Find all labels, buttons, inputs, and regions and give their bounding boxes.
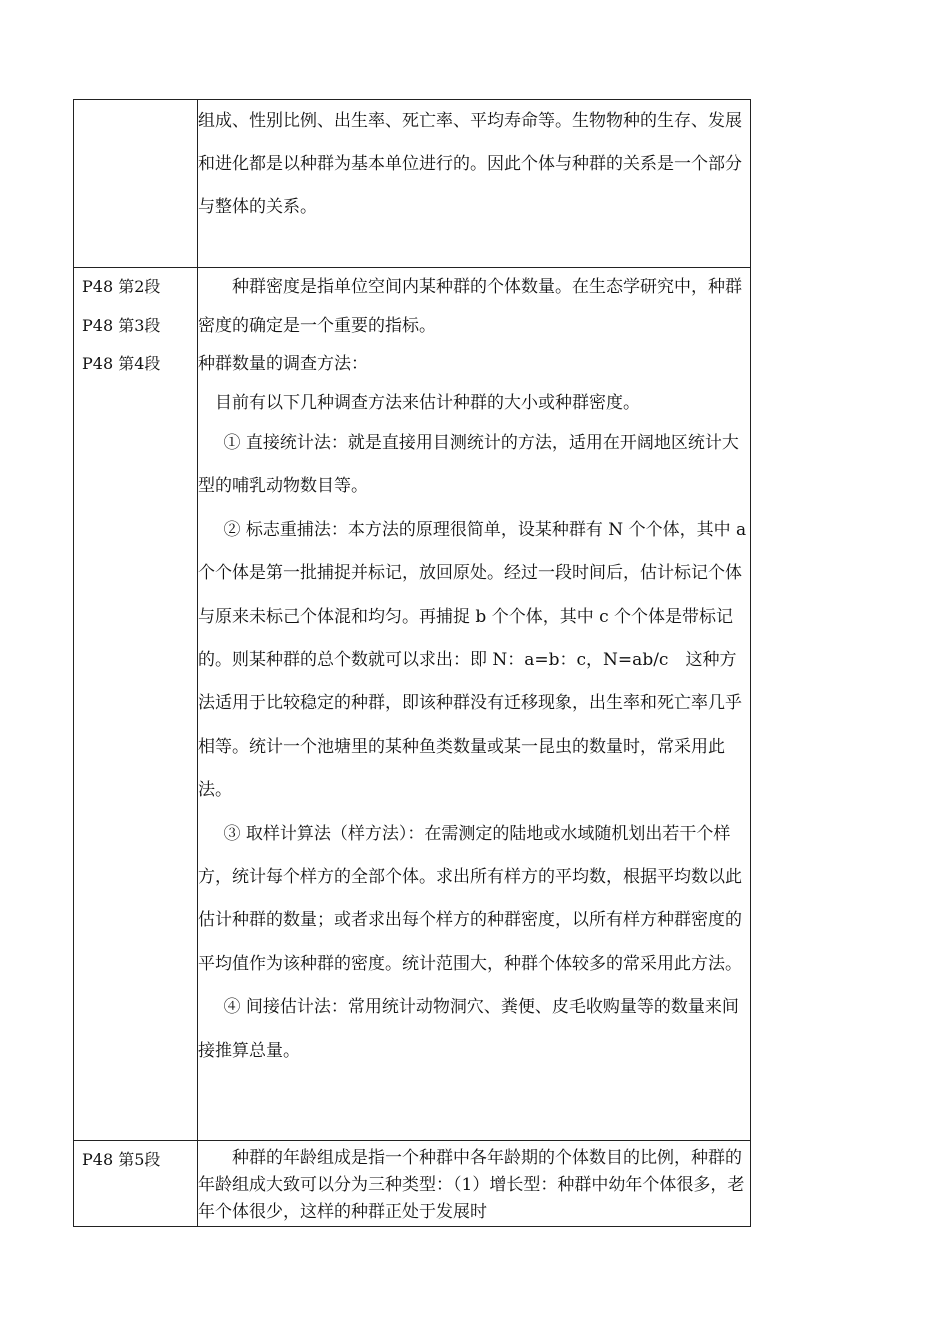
paragraph-reference: P48 第2段 [82, 277, 161, 296]
table-row [74, 268, 751, 1141]
content-cell [198, 268, 751, 1141]
method-paragraph: ④ 间接估计法：常用统计动物洞穴、粪便、皮毛收购量等的数量来间接推算总量。 [198, 997, 739, 1061]
method-paragraph: ② 标志重捕法：本方法的原理很简单，设某种群有 N 个个体，其中 a 个个体是第一批捕捉并标记，放回原处。经过一段时间后，估计标记个体与原来未标己个体混和均匀。再捕捉 b 个个体，其中 c 个个体是带标记的。则某种群的总个数就可以求出：即 N：a=b：c，N=ab/c 这种方法适用于比较稳定的种群，即该种群没有迁移现象，出生率和死亡率几乎相等。统计一个池塘里的某种鱼类数量或某一昆虫的数量时，常采用此法。 [198, 519, 752, 801]
paragraph-reference: P48 第5段 [82, 1150, 161, 1169]
paragraph: 组成、性别比例、出生率、死亡率、平均寿命等。生物物种的生存、发展和进化都是以种群为基本单位进行的。因此个体与种群的关系是一个部分与整体的关系。 [198, 111, 742, 217]
notes-table [73, 99, 751, 1227]
reference-cell [74, 268, 198, 1141]
method-paragraph: ① 直接统计法：就是直接用目测统计的方法，适用在开阔地区统计大型的哺乳动物数目等。 [198, 433, 739, 497]
reference-cell [74, 1141, 198, 1227]
content-cell [198, 100, 751, 268]
paragraph-reference: P48 第3段 [82, 315, 161, 335]
table-row [74, 100, 751, 268]
reference-cell [74, 100, 198, 268]
paragraph: 种群密度是指单位空间内某种群的个体数量。在生态学研究中，种群密度的确定是一个重要的指标。 [198, 277, 742, 336]
paragraph: 种群数量的调查方法： [198, 354, 368, 374]
content-cell [198, 1141, 751, 1227]
paragraph: 目前有以下几种调查方法来估计种群的大小或种群密度。 [215, 392, 640, 413]
method-paragraph: ③ 取样计算法（样方法）：在需测定的陆地或水域随机划出若干个样方，统计每个样方的全部个体。求出所有样方的平均数，根据平均数以此估计种群的数量；或者求出每个样方的种群密度，以所有样方种群密度的平均值作为该种群的密度。统计范围大，种群个体较多的常采用此方法。 [198, 823, 742, 974]
paragraph: 种群的年龄组成是指一个种群中各年龄期的个体数目的比例，种群的年龄组成大致可以分为三种类型：（1）增长型：种群中幼年个体很多，老年个体很少，这样的种群正处于发展时 [198, 1148, 745, 1222]
paragraph-reference: P48 第4段 [82, 354, 161, 373]
table-row [74, 1141, 751, 1227]
